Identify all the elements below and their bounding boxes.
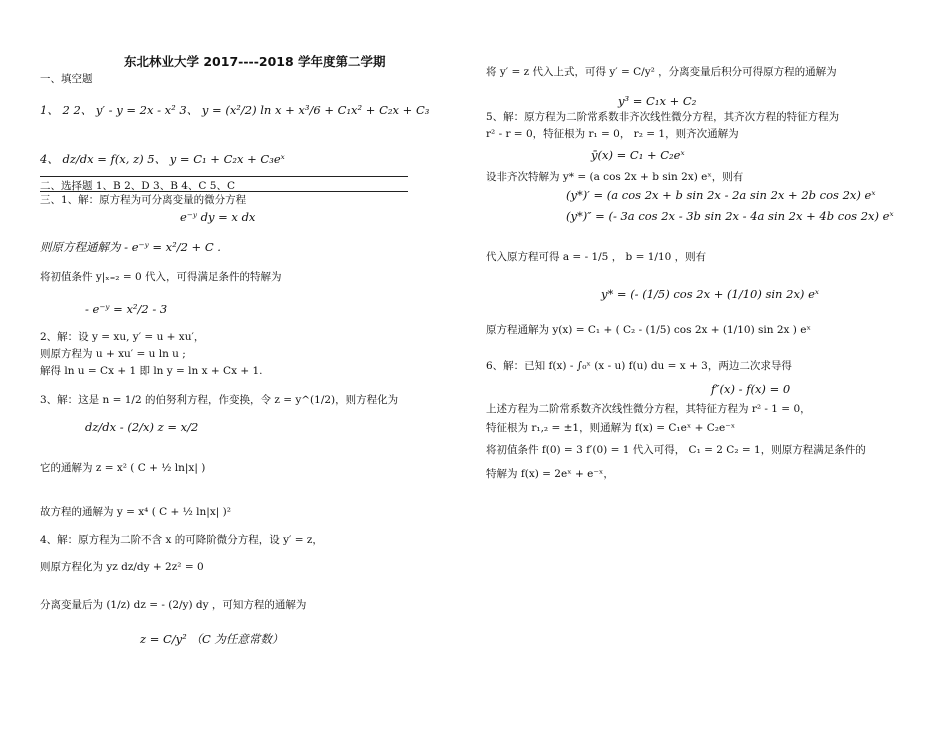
page-title: 东北林业大学 2017----2018 学年度第二学期 [124,54,386,69]
q5-line2: r² - r = 0，特征根为 r₁ = 0， r₂ = 1，则齐次通解为 [486,128,739,140]
q4-line4: z = C/y² （C 为任意常数） [140,632,284,646]
q4-line2: 则原方程化为 yz dz/dy + 2z² = 0 [40,561,204,573]
section-fill-in: 一、填空题 [40,73,93,85]
q3-eq: dz/dx - (2/x) z = x/2 [85,420,199,434]
q5-line5: (y*)′ = (a cos 2x + b sin 2x - 2a sin 2x + 2b cos 2x) eˣ [566,188,876,202]
q5-line3: ȳ(x) = C₁ + C₂eˣ [591,148,685,162]
q5-line1: 5、解：原方程为二阶常系数非齐次线性微分方程，其齐次方程的特征方程为 [486,111,840,123]
q4-cont-1: 将 y′ = z 代入上式，可得 y′ = C/y² ，分离变量后积分可得原方程的通解为 [486,66,837,78]
q5-line7: 代入原方程可得 a = - 1/5 ， b = 1/10 ，则有 [486,251,707,263]
q1-intro: 三、1、解：原方程为可分离变量的微分方程 [40,194,247,206]
q2-line1: 2、解：设 y = xu, y′ = u + xu′， [40,331,205,343]
q6-line3: 上述方程为二阶常系数齐次线性微分方程，其特征方程为 r² - 1 = 0， [486,403,811,415]
q1-general: 则原方程通解为 - e⁻ʸ = x²/2 + C . [40,240,221,254]
q3-general-y: 故方程的通解为 y = x⁴ ( C + ½ ln|x| )² [40,506,231,518]
q4-line1: 4、解：原方程为二阶不含 x 的可降阶微分方程，设 y′ = z， [40,534,323,546]
q3-line1: 3、解：这是 n = 1/2 的伯努利方程，作变换，令 z = y^(1/2)，则方程化为 [40,394,399,406]
q5-line6: (y*)″ = (- 3a cos 2x - 3b sin 2x - 4a sin 2x + 4b cos 2x) eˣ [566,209,894,223]
q1-eq: e⁻ʸ dy = x dx [180,210,256,224]
q3-general-z: 它的通解为 z = x² ( C + ½ ln|x| ) [40,462,206,474]
q6-line5: 将初值条件 f(0) = 3 f′(0) = 1 代入可得， C₁ = 2 C₂ = 1，则原方程满足条件的 [486,444,866,456]
divider-top [40,176,408,177]
section-choice: 二、选择题 1、B 2、D 3、B 4、C 5、C [40,180,236,192]
q1-initial: 将初值条件 y|ₓ₌₂ = 0 代入，可得满足条件的特解为 [40,271,282,283]
fill-answers-4-5: 4、 dz/dx = f(x, z) 5、 y = C₁ + C₂x + C₃eˣ [40,152,285,166]
q5-line4: 设非齐次特解为 y* = (a cos 2x + b sin 2x) eˣ，则有 [486,171,744,183]
q5-line8: y* = (- (1/5) cos 2x + (1/10) sin 2x) eˣ [601,287,819,301]
q2-line3: 解得 ln u = Cx + 1 即 ln y = ln x + Cx + 1. [40,365,263,377]
q2-line2: 则原方程为 u + xu′ = u ln u ; [40,348,186,360]
q6-line6: 特解为 f(x) = 2eˣ + e⁻ˣ， [486,468,614,480]
q1-particular: - e⁻ʸ = x²/2 - 3 [85,302,168,316]
q5-line9: 原方程通解为 y(x) = C₁ + ( C₂ - (1/5) cos 2x + (1/10) sin 2x ) eˣ [486,324,811,336]
q6-line1: 6、解：已知 f(x) - ∫₀ˣ (x - u) f(u) du = x + 3，两边二次求导得 [486,360,792,372]
q4-cont-2: y³ = C₁x + C₂ [618,94,697,108]
q6-line4: 特征根为 r₁,₂ = ±1，则通解为 f(x) = C₁eˣ + C₂e⁻ˣ [486,422,736,434]
q6-line2: f″(x) - f(x) = 0 [711,382,791,396]
q4-line3: 分离变量后为 (1/z) dz = - (2/y) dy ，可知方程的通解为 [40,599,307,611]
fill-answers-1-3: 1、 2 2、 y′ - y = 2x - x² 3、 y = (x²/2) ln x + x³/6 + C₁x² + C₂x + C₃ [40,103,430,117]
